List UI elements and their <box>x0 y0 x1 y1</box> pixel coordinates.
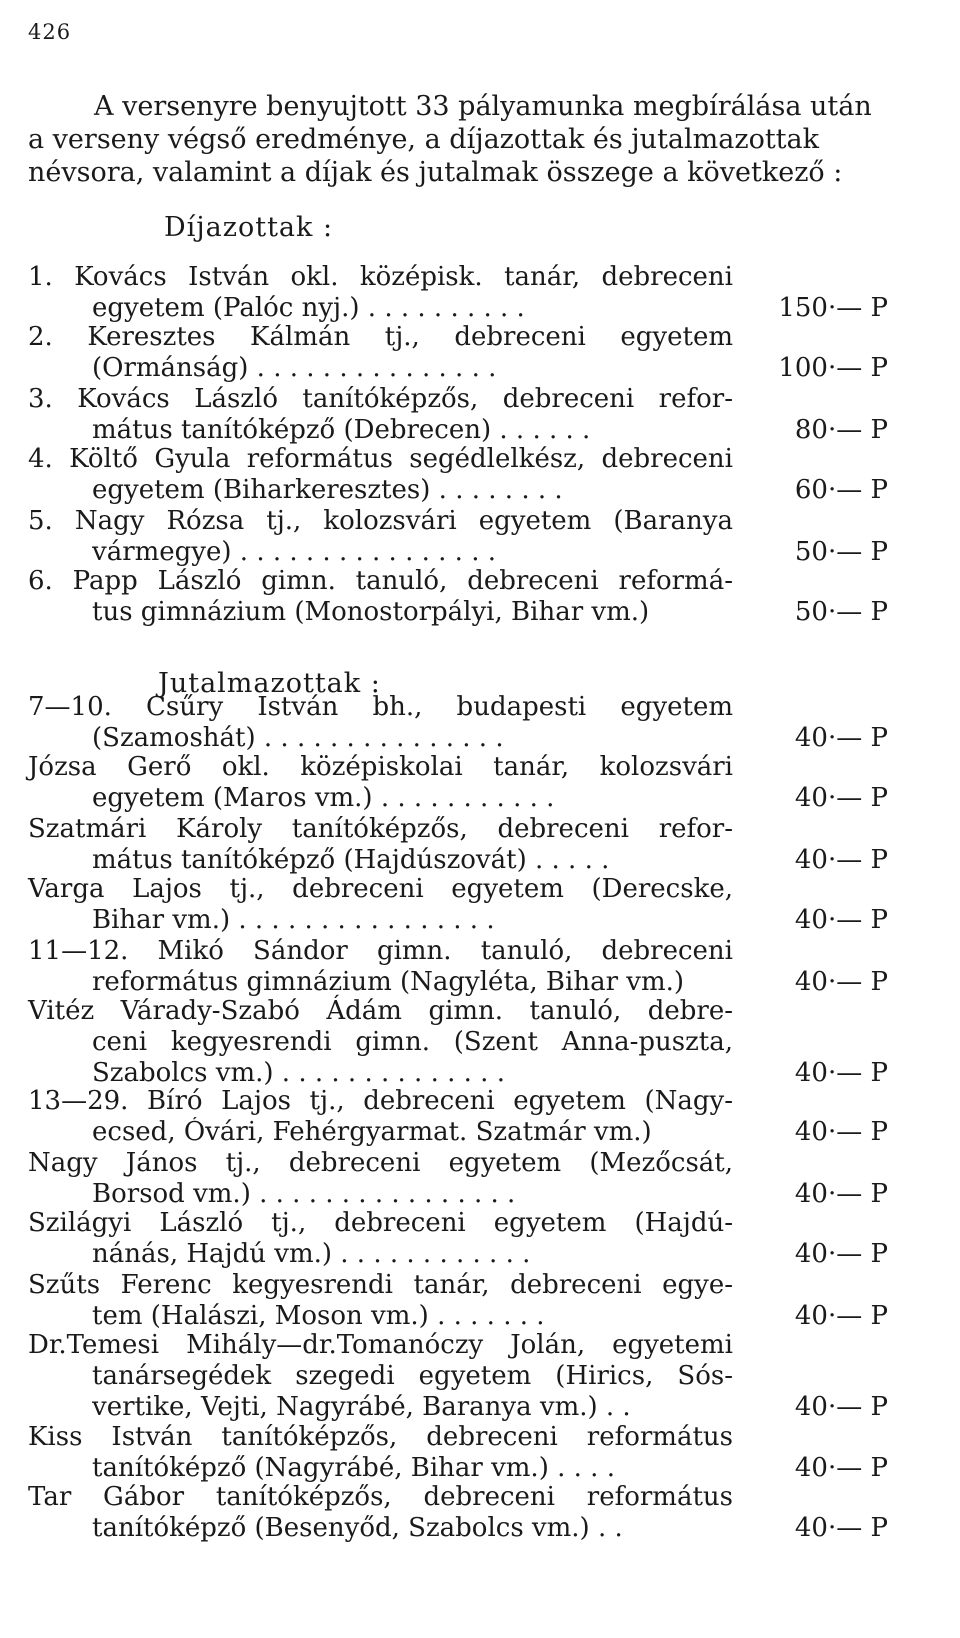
award-entry <box>28 322 928 384</box>
award-amount: 80·— P <box>794 415 888 445</box>
award-entry <box>28 1482 928 1544</box>
entry-text: nánás, Hajdú vm.) . . . . . . . . . . . . <box>92 1239 531 1269</box>
entry-text: tanítóképző (Besenyőd, Szabolcs vm.) . . <box>92 1513 623 1543</box>
award-amount: 40·— P <box>794 1179 888 1209</box>
entry-text: Nagy János tj., debreceni egyetem (Mezőcsát, <box>28 1148 733 1178</box>
entry-line <box>28 444 928 475</box>
entry-text: egyetem (Maros vm.) . . . . . . . . . . . <box>92 783 555 813</box>
award-amount: 40·— P <box>794 723 888 753</box>
entry-line <box>28 936 928 967</box>
entry-text: vertike, Vejti, Nagyrábé, Baranya vm.) . . <box>92 1392 631 1422</box>
award-amount: 50·— P <box>794 537 888 567</box>
entry-text: Borsod vm.) . . . . . . . . . . . . . . . . <box>92 1179 516 1209</box>
entry-text: Szabolcs vm.) . . . . . . . . . . . . . . <box>92 1058 505 1088</box>
award-entry <box>28 1422 928 1484</box>
award-amount: 40·— P <box>794 967 888 997</box>
entry-line <box>28 752 928 783</box>
entry-text: vármegye) . . . . . . . . . . . . . . . . <box>92 537 496 567</box>
award-entry <box>28 1086 928 1148</box>
award-amount: 40·— P <box>794 1513 888 1543</box>
award-amount: 40·— P <box>794 1058 888 1088</box>
award-amount: 40·— P <box>794 1392 888 1422</box>
award-entry <box>28 566 928 628</box>
entry-text: Tar Gábor tanítóképzős, debreceni református <box>28 1482 733 1512</box>
award-amount: 40·— P <box>794 783 888 813</box>
entry-text: Varga Lajos tj., debreceni egyetem (Derecske, <box>28 874 733 904</box>
section-heading-jutalmazottak: Jutalmazottak : <box>158 668 381 699</box>
award-entry <box>28 506 928 568</box>
entry-text: 2. Keresztes Kálmán tj., debreceni egyetem <box>28 322 733 352</box>
entry-text: 1. Kovács István okl. középisk. tanár, debreceni <box>28 262 733 292</box>
award-entry <box>28 1330 928 1423</box>
entry-line <box>28 1027 928 1058</box>
entry-line <box>28 506 928 537</box>
page-number: 426 <box>28 20 72 44</box>
intro-line: A versenyre benyujtott 33 pályamunka megbírálása után <box>94 91 872 122</box>
award-entry <box>28 692 928 754</box>
award-amount: 40·— P <box>794 905 888 935</box>
entry-line <box>28 1330 928 1361</box>
entry-line <box>28 1086 928 1117</box>
entry-line <box>28 322 928 353</box>
award-amount: 40·— P <box>794 1117 888 1147</box>
entry-text: 4. Költő Gyula református segédlelkész, debreceni <box>28 444 733 474</box>
award-amount: 150·— P <box>778 293 888 323</box>
award-entry <box>28 1208 928 1270</box>
entry-text: tanársegédek szegedi egyetem (Hirics, Sós- <box>92 1361 733 1391</box>
entry-line <box>28 1482 928 1513</box>
award-amount: 40·— P <box>794 1301 888 1331</box>
entry-text: egyetem (Palóc nyj.) . . . . . . . . . . <box>92 293 525 323</box>
award-entry <box>28 1270 928 1332</box>
award-amount: 50·— P <box>794 597 888 627</box>
award-amount: 40·— P <box>794 845 888 875</box>
entry-text: Józsa Gerő okl. középiskolai tanár, kolozsvári <box>28 752 733 782</box>
entry-text: mátus tanítóképző (Hajdúszovát) . . . . . <box>92 845 610 875</box>
award-entry <box>28 444 928 506</box>
award-entry <box>28 874 928 936</box>
entry-line <box>28 1148 928 1179</box>
award-entry <box>28 752 928 814</box>
award-amount: 60·— P <box>794 475 888 505</box>
entry-text: Dr.Temesi Mihály—dr.Tomanóczy Jolán, egyetemi <box>28 1330 733 1360</box>
award-entry <box>28 936 928 998</box>
entry-text: 5. Nagy Rózsa tj., kolozsvári egyetem (Baranya <box>28 506 733 536</box>
entry-text: 3. Kovács László tanítóképzős, debreceni refor- <box>28 384 733 414</box>
entry-line <box>28 692 928 723</box>
entry-text: Bihar vm.) . . . . . . . . . . . . . . . . <box>92 905 495 935</box>
entry-text: 13—29. Bíró Lajos tj., debreceni egyetem (Nagy- <box>28 1086 733 1116</box>
section-heading-dijazottak: Díjazottak : <box>164 212 334 243</box>
entry-line <box>28 1270 928 1301</box>
award-entry <box>28 262 928 324</box>
entry-text: Szilágyi László tj., debreceni egyetem (Hajdú- <box>28 1208 733 1238</box>
entry-text: református gimnázium (Nagyléta, Bihar vm.) <box>92 967 685 997</box>
award-entry <box>28 384 928 446</box>
entry-line <box>28 874 928 905</box>
entry-text: (Szamoshát) . . . . . . . . . . . . . . . <box>92 723 504 753</box>
entry-text: egyetem (Biharkeresztes) . . . . . . . . <box>92 475 563 505</box>
entry-text: 7—10. Csűry István bh., budapesti egyetem <box>28 692 733 722</box>
entry-line <box>28 1422 928 1453</box>
award-amount: 40·— P <box>794 1239 888 1269</box>
entry-text: tem (Halászi, Moson vm.) . . . . . . . <box>92 1301 545 1331</box>
entry-line <box>28 262 928 293</box>
entry-text: Kiss István tanítóképzős, debreceni református <box>28 1422 733 1452</box>
entry-text: 6. Papp László gimn. tanuló, debreceni reformá- <box>28 566 733 596</box>
award-entry <box>28 996 928 1089</box>
entry-text: ecsed, Óvári, Fehérgyarmat. Szatmár vm.) <box>92 1117 652 1147</box>
entry-line <box>28 814 928 845</box>
entry-text: mátus tanítóképző (Debrecen) . . . . . . <box>92 415 591 445</box>
entry-text: Szűts Ferenc kegyesrendi tanár, debreceni egye- <box>28 1270 733 1300</box>
award-amount: 100·— P <box>778 353 888 383</box>
intro-line: névsora, valamint a díjak és jutalmak összege a következő : <box>28 157 843 188</box>
entry-text: Vitéz Várady-Szabó Ádám gimn. tanuló, debre- <box>28 996 733 1026</box>
intro-line: a verseny végső eredménye, a díjazottak és jutalmazottak <box>28 124 819 155</box>
entry-text: (Ormánság) . . . . . . . . . . . . . . . <box>92 353 497 383</box>
entry-line <box>28 996 928 1027</box>
entry-text: tus gimnázium (Monostorpályi, Bihar vm.) <box>92 597 650 627</box>
award-amount: 40·— P <box>794 1453 888 1483</box>
award-entry <box>28 814 928 876</box>
entry-text: ceni kegyesrendi gimn. (Szent Anna-puszta, <box>92 1027 733 1057</box>
entry-line <box>28 384 928 415</box>
award-entry <box>28 1148 928 1210</box>
entry-line <box>28 1361 928 1392</box>
entry-line <box>28 1208 928 1239</box>
intro-paragraph <box>28 90 872 189</box>
entry-text: 11—12. Mikó Sándor gimn. tanuló, debreceni <box>28 936 733 966</box>
entry-line <box>28 566 928 597</box>
entry-text: Szatmári Károly tanítóképzős, debreceni refor- <box>28 814 733 844</box>
entry-text: tanítóképző (Nagyrábé, Bihar vm.) . . . . <box>92 1453 615 1483</box>
